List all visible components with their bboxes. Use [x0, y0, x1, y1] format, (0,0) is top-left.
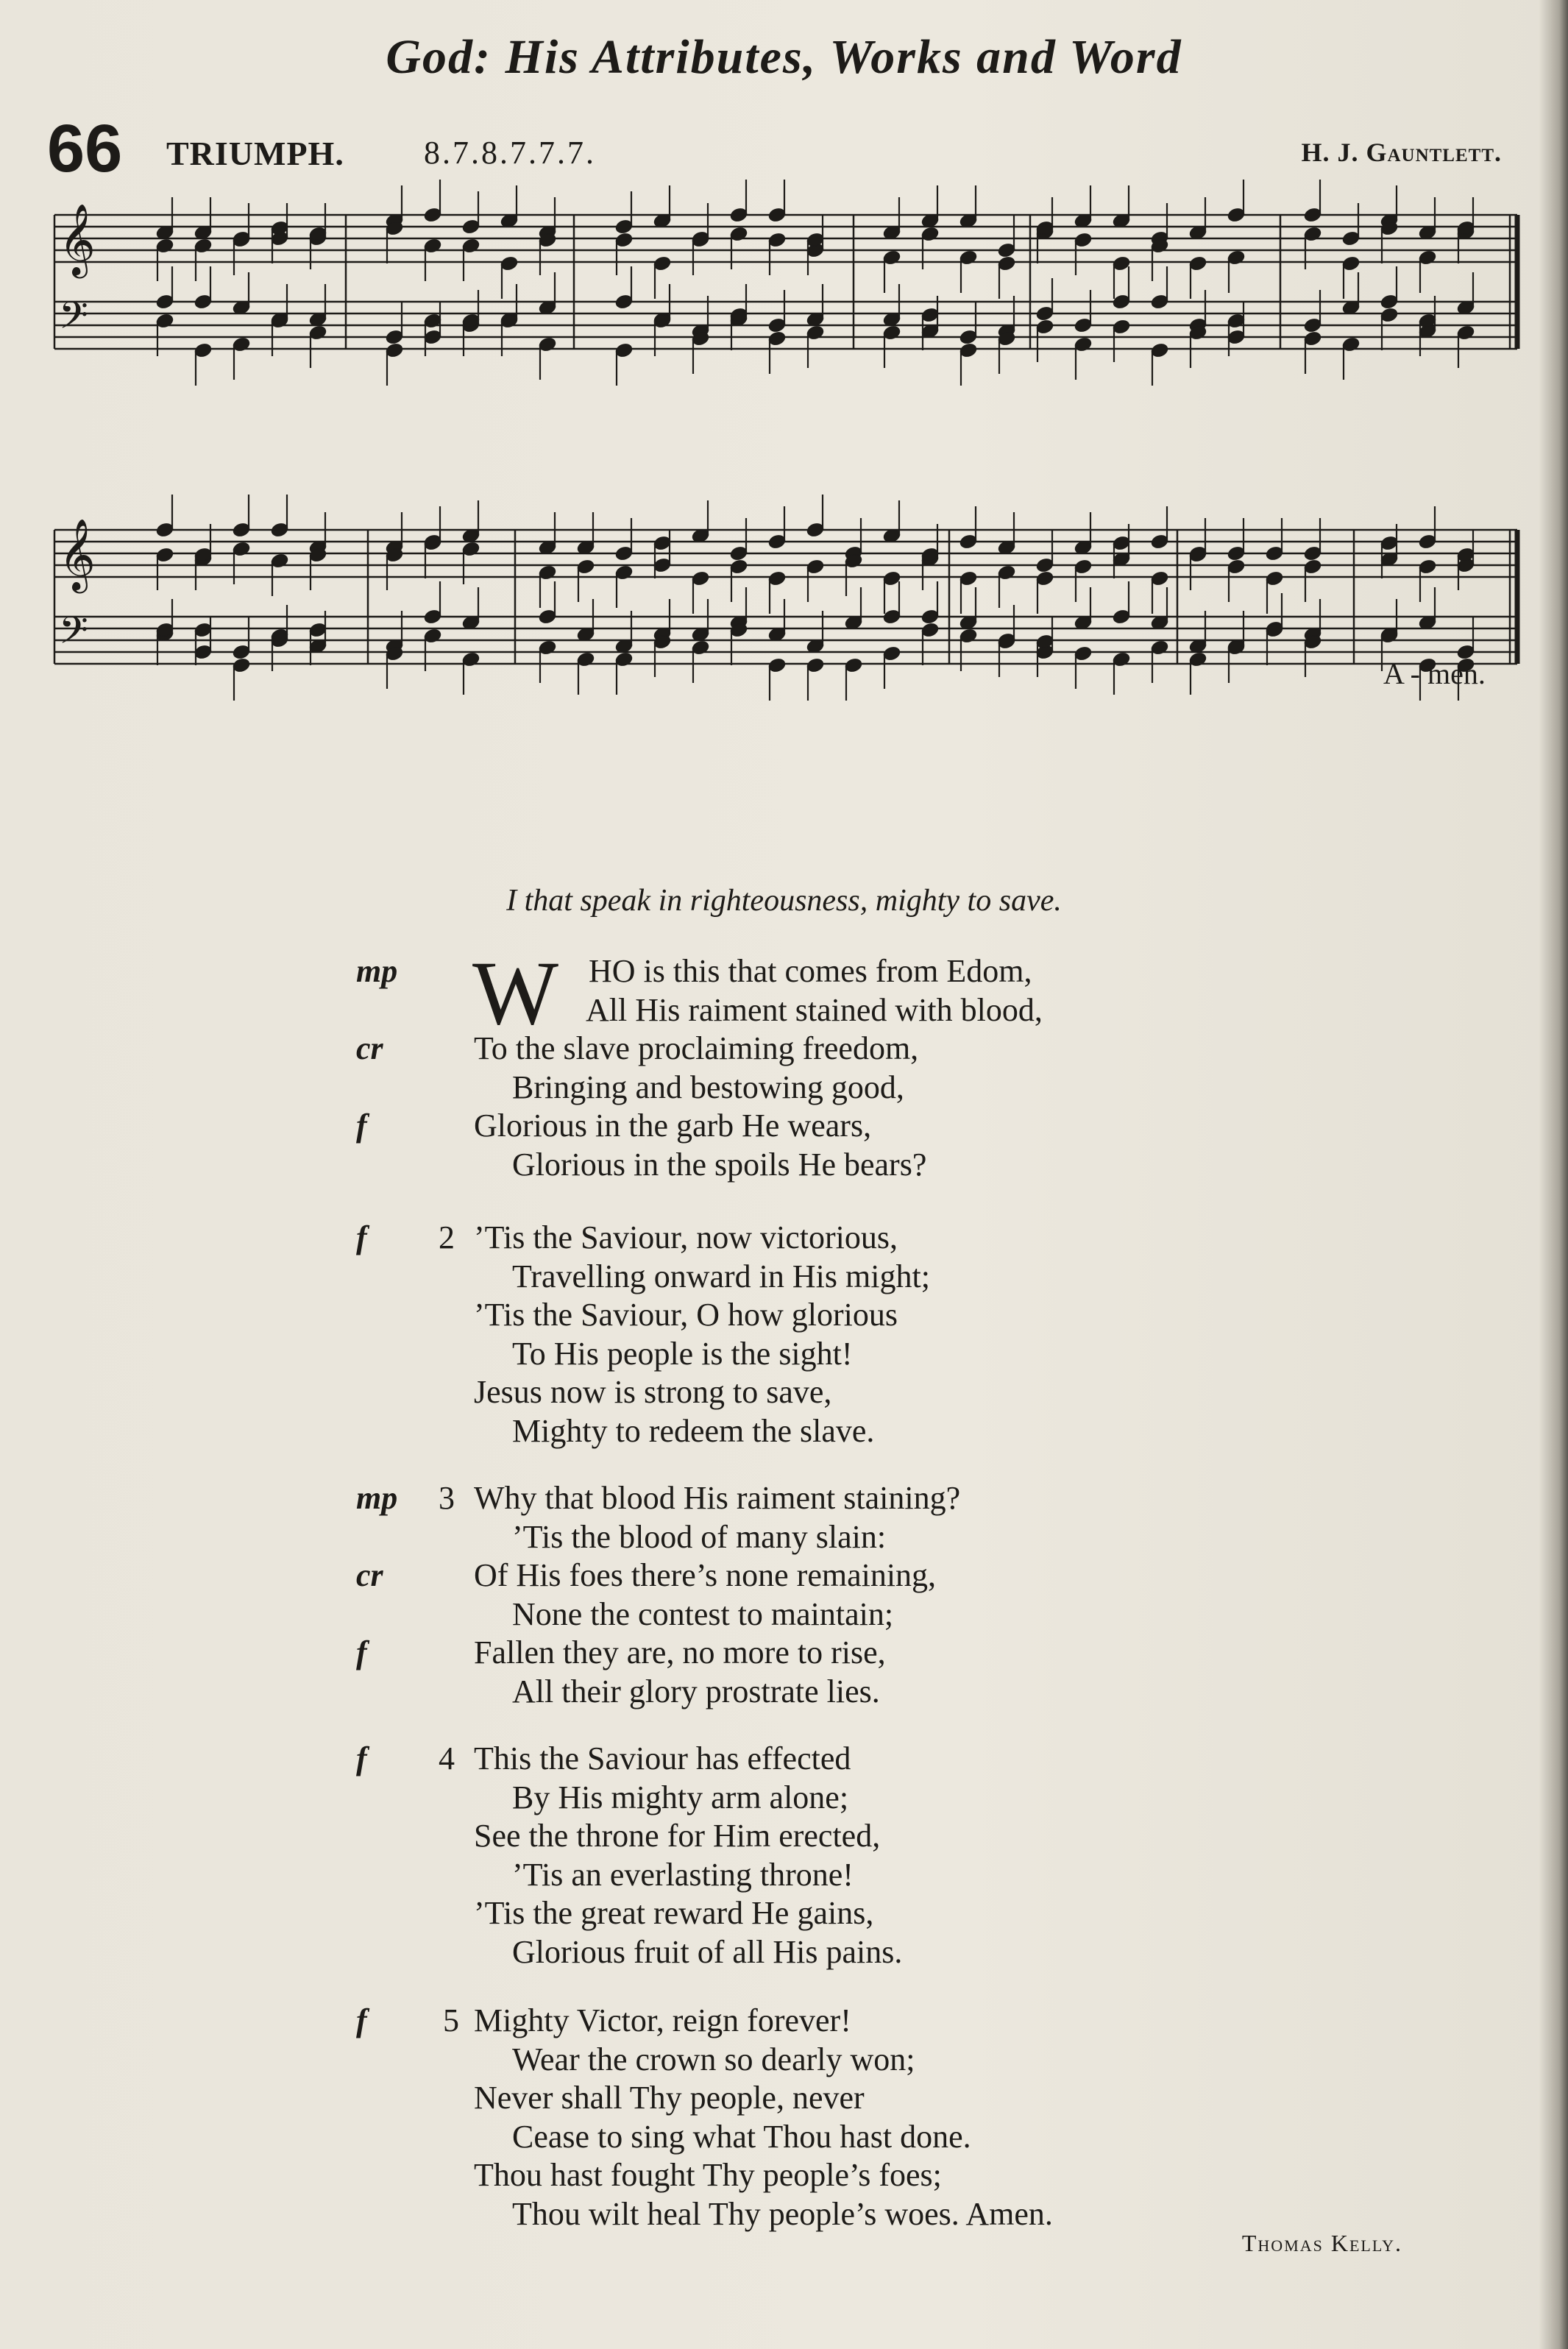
- dynamic-marking: cr: [356, 1030, 383, 1066]
- verse-line: ’Tis the Saviour, O how glorious: [474, 1297, 898, 1333]
- verse-line: Cease to sing what Thou hast done.: [512, 2118, 971, 2155]
- verse-line: ’Tis an everlasting throne!: [512, 1856, 854, 1893]
- verse-line: Bringing and bestowing good,: [512, 1069, 904, 1105]
- verse-line: Travelling onward in His might;: [512, 1258, 930, 1294]
- dynamic-marking: mp: [356, 1480, 398, 1516]
- verse-line: Mighty Victor, reign forever!: [474, 2002, 851, 2038]
- verse-line: Glorious in the garb He wears,: [474, 1108, 872, 1144]
- verse-line: Glorious in the spoils He bears?: [512, 1146, 927, 1183]
- verse-line: ’Tis the blood of many slain:: [512, 1518, 887, 1555]
- dynamic-marking: f: [356, 1219, 367, 1255]
- dynamic-marking: mp: [356, 953, 398, 989]
- dynamic-marking: f: [356, 1108, 367, 1144]
- verse-line: Fallen they are, no more to rise,: [474, 1634, 886, 1670]
- verse-line: To His people is the sight!: [512, 1335, 853, 1372]
- verse-line: Thou hast fought Thy people’s foes;: [474, 2157, 942, 2193]
- verse-line: HO is this that comes from Edom,: [589, 953, 1032, 989]
- verse-line: Never shall Thy people, never: [474, 2080, 865, 2116]
- dynamic-marking: f: [356, 2002, 367, 2038]
- verse-line: ’Tis the Saviour, now victorious,: [474, 1219, 898, 1255]
- verse-line: This the Saviour has effected: [474, 1740, 851, 1776]
- music-score: [0, 0, 1568, 839]
- verse-number: 2: [439, 1219, 455, 1255]
- bass-clef-icon: 𝄢: [59, 608, 88, 662]
- meter: 8.7.8.7.7.7.: [424, 135, 596, 171]
- epigraph: I that speak in righteousness, mighty to save.: [506, 884, 1062, 918]
- amen-lyric: A - men.: [1383, 657, 1486, 690]
- verse-line: Of His foes there’s none remaining,: [474, 1557, 937, 1593]
- verse-line: None the contest to maintain;: [512, 1595, 894, 1632]
- treble-clef-icon: 𝄞: [59, 203, 96, 275]
- treble-clef-icon: 𝄞: [59, 518, 96, 590]
- verse-line: Glorious fruit of all His pains.: [512, 1933, 903, 1970]
- composer: H. J. Gauntlett.: [1301, 138, 1502, 167]
- verse-number: 3: [439, 1480, 455, 1516]
- verse-line: Jesus now is strong to save,: [474, 1374, 832, 1410]
- verse-line: Mighty to redeem the slave.: [512, 1412, 875, 1449]
- hymn-number: 66: [47, 111, 123, 186]
- bass-clef-icon: 𝄢: [59, 293, 88, 347]
- verse-number: 5: [443, 2002, 459, 2038]
- tune-name: TRIUMPH.: [166, 135, 344, 172]
- verse-line: See the throne for Him erected,: [474, 1818, 881, 1854]
- verse-line: Thou wilt heal Thy people’s woes. Amen.: [512, 2195, 1053, 2232]
- verse-line: To the slave proclaiming freedom,: [474, 1030, 919, 1066]
- verse-line: By His mighty arm alone;: [512, 1779, 849, 1815]
- drop-cap: W: [472, 943, 559, 1044]
- verse-line: All their glory prostrate lies.: [512, 1673, 880, 1710]
- verse-line: All His raiment stained with blood,: [586, 991, 1043, 1028]
- dynamic-marking: cr: [356, 1557, 383, 1593]
- verse-number: 4: [439, 1740, 455, 1776]
- verse-line: Why that blood His raiment staining?: [474, 1480, 961, 1516]
- dynamic-marking: f: [356, 1634, 367, 1670]
- dynamic-marking: f: [356, 1740, 367, 1776]
- section-heading: God: His Attributes, Works and Word: [386, 30, 1182, 84]
- verse-line: Wear the crown so dearly won;: [512, 2041, 915, 2077]
- verse-line: ’Tis the great reward He gains,: [474, 1895, 874, 1931]
- author: Thomas Kelly.: [1241, 2230, 1402, 2256]
